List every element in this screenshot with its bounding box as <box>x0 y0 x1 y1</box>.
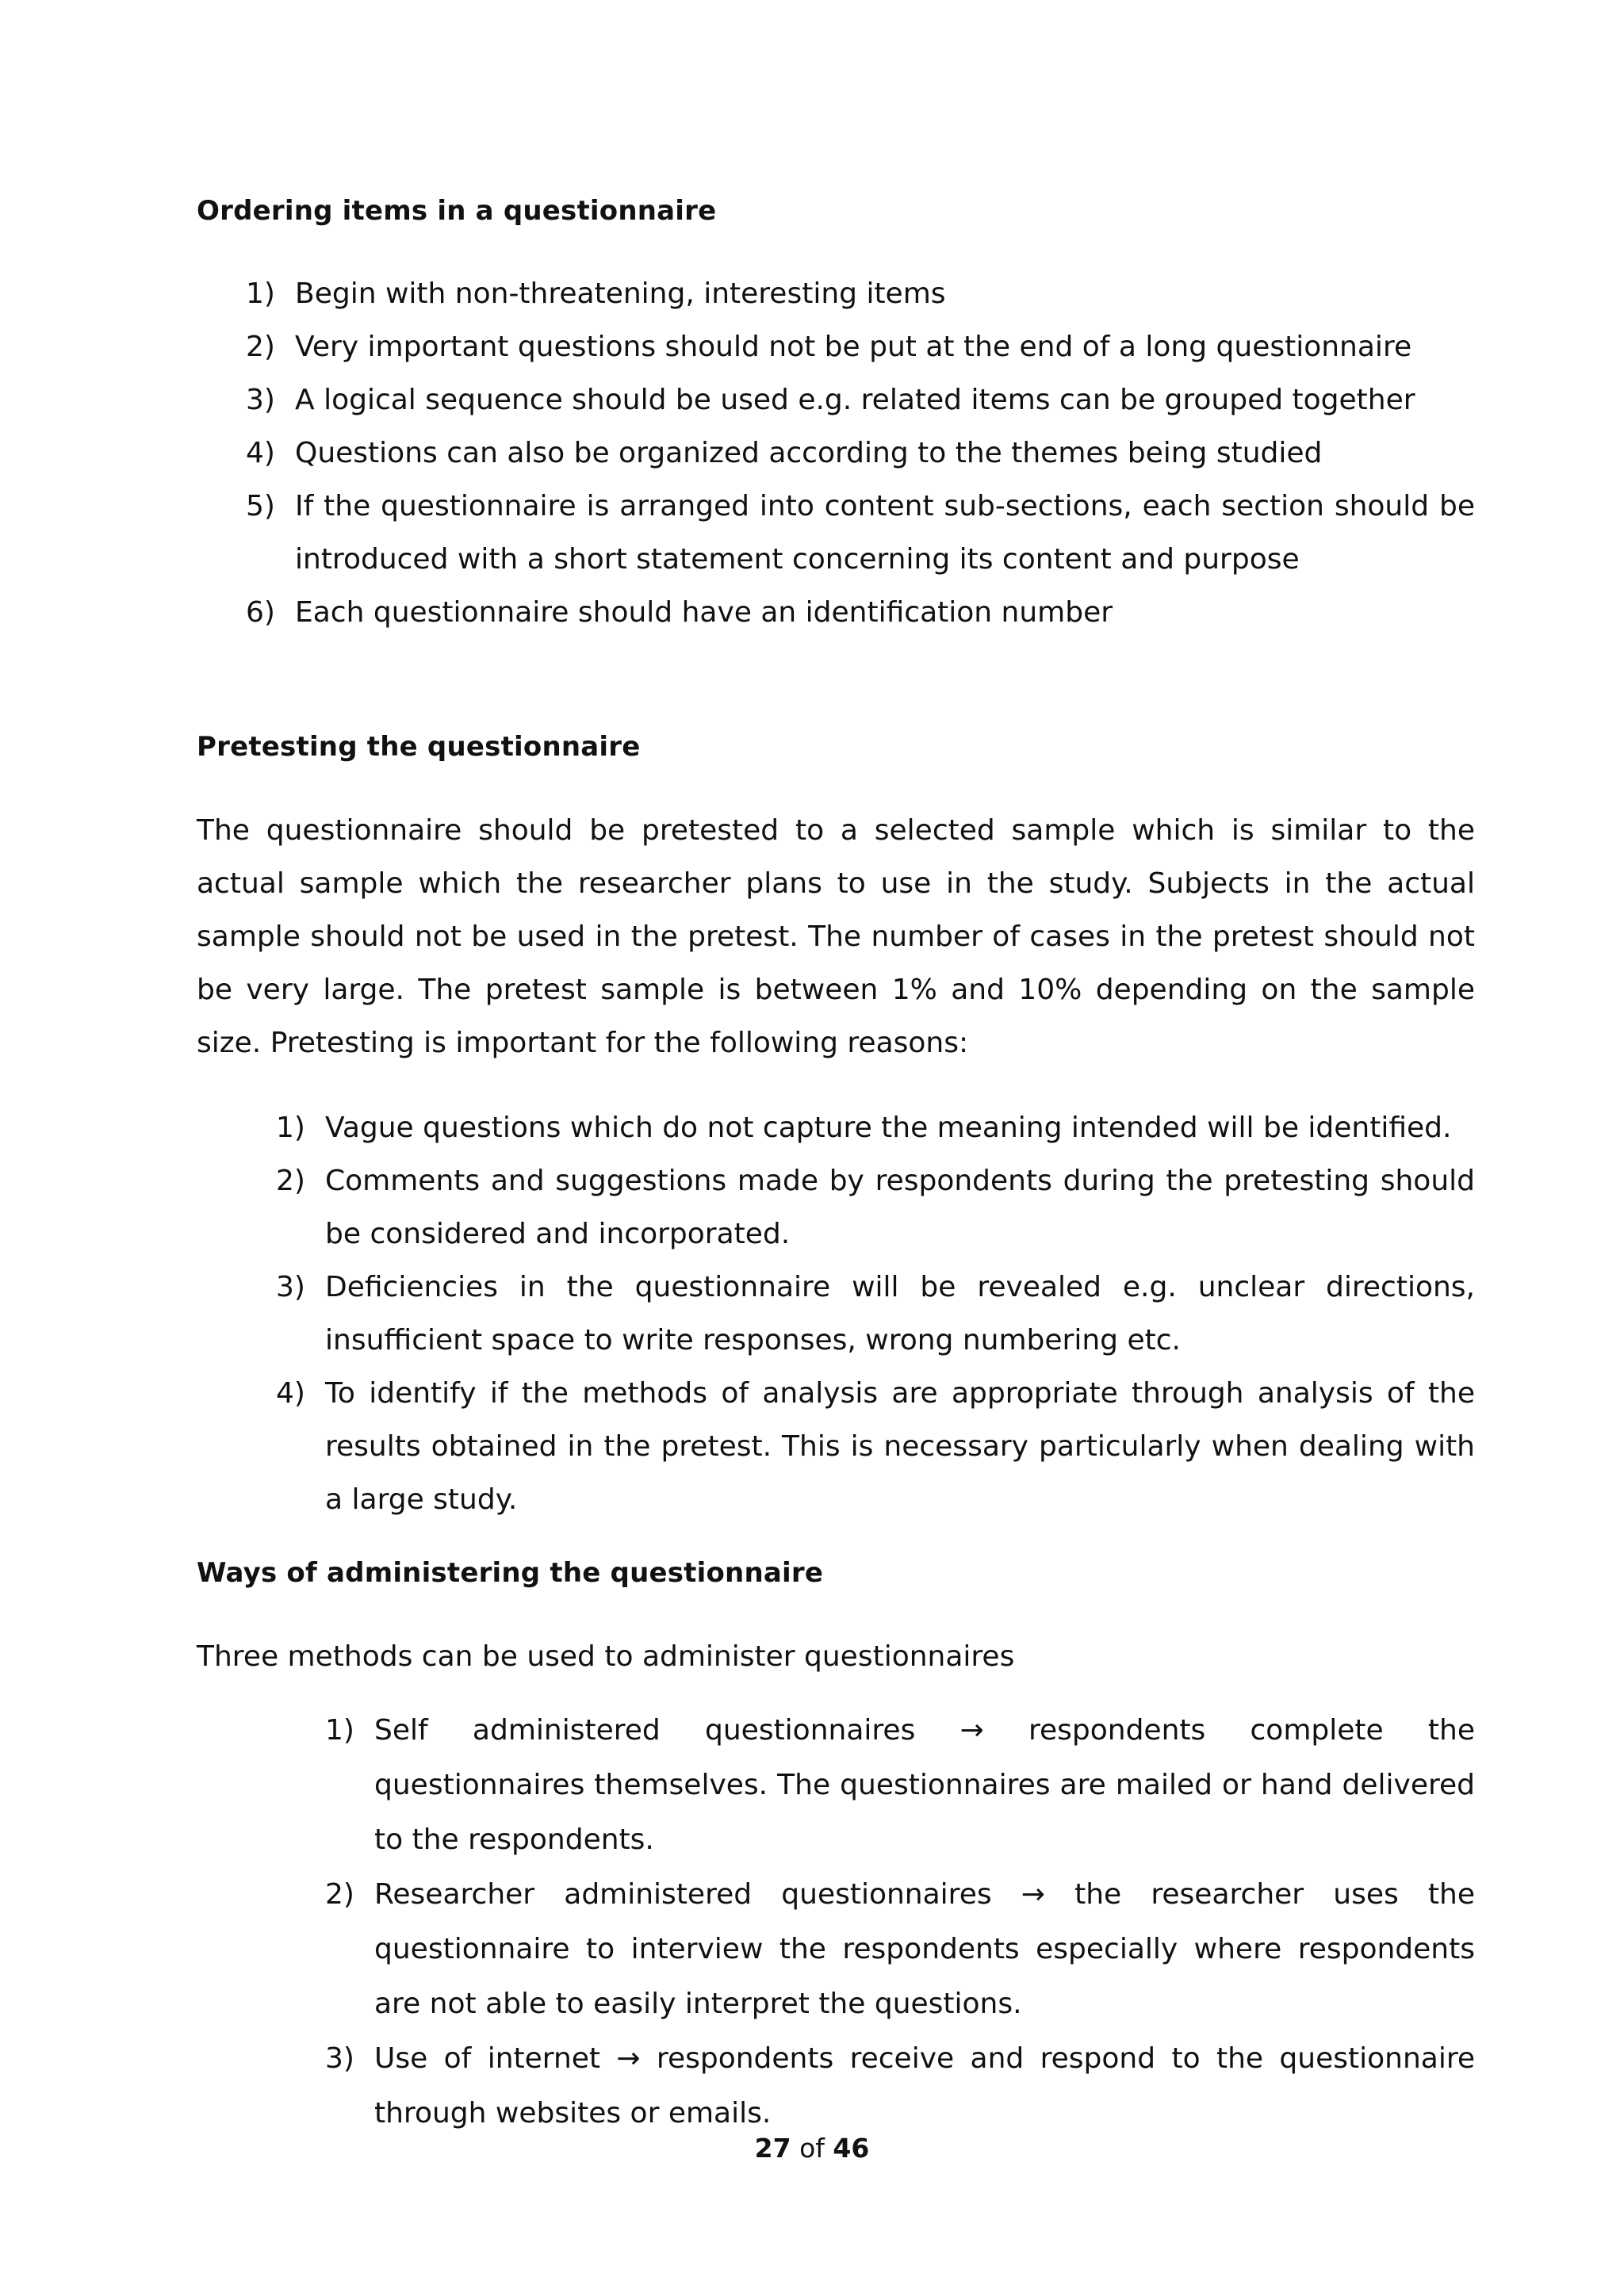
list-item <box>246 267 1475 320</box>
list-item <box>276 1101 1475 1154</box>
list-item-number: 3) <box>246 384 275 416</box>
list-item-text: Vague questions which do not capture the meaning intended will be identified. <box>325 1112 1452 1144</box>
list-item-text: Very important questions should not be put at the end of a long questionnaire <box>295 331 1412 363</box>
list-item <box>276 1154 1475 1261</box>
pretesting-reasons-list <box>276 1101 1475 1526</box>
list-item-number: 1) <box>325 1714 354 1747</box>
administering-methods-list <box>325 1703 1475 2141</box>
list-item-text: Researcher administered questionnaires → the researcher uses the questionnaire to interview the respondents especially where respondents are not able to easily interpret the questions. <box>374 1878 1475 2020</box>
list-item-text: Questions can also be organized according to the themes being studied <box>295 437 1323 469</box>
page-number-footer <box>0 2133 1624 2164</box>
list-item-text: Each questionnaire should have an identification number <box>295 596 1113 629</box>
current-page-number: 27 <box>754 2133 791 2164</box>
ordering-items-list <box>246 267 1475 639</box>
list-item-text: A logical sequence should be used e.g. related items can be grouped together <box>295 384 1415 416</box>
list-item-number: 2) <box>246 331 275 363</box>
list-item-text: If the questionnaire is arranged into content sub-sections, each section should be introduced with a short statement concerning its content and purpose <box>295 490 1475 576</box>
list-item-text: Use of internet → respondents receive and respond to the questionnaire through websites or emails. <box>374 2042 1475 2130</box>
list-item-number: 2) <box>276 1165 305 1197</box>
list-item-text: To identify if the methods of analysis are appropriate through analysis of the results obtained in the pretest. This is necessary particularly when dealing with a large study. <box>325 1377 1475 1516</box>
list-item-number: 3) <box>276 1271 305 1303</box>
section-heading-administering: Ways of administering the questionnaire <box>197 1557 824 1589</box>
list-item <box>246 586 1475 639</box>
page-of-label: of <box>799 2133 825 2164</box>
list-item-number: 3) <box>325 2042 354 2075</box>
list-item <box>325 2031 1475 2141</box>
list-item <box>246 480 1475 586</box>
list-item-number: 5) <box>246 490 275 522</box>
list-item <box>246 320 1475 373</box>
pretesting-paragraph: The questionnaire should be pretested to a selected sample which is similar to the actual sample which the researcher plans to use in the study. Subjects in the actual sample should not be used in the pretest. The number of cases in the pretest should not be very large. The pretest sample is between 1% and 10% depending on the sample size. Pretesting is important for the following reasons: <box>197 814 1475 1059</box>
section-heading-ordering-items: Ordering items in a questionnaire <box>197 195 717 227</box>
section-heading-pretesting: Pretesting the questionnaire <box>197 731 641 763</box>
list-item-number: 4) <box>276 1377 305 1410</box>
list-item-text: Deficiencies in the questionnaire will be revealed e.g. unclear directions, insufficient space to write responses, wrong numbering etc. <box>325 1271 1475 1357</box>
administering-intro: Three methods can be used to administer questionnaires <box>197 1640 1015 1673</box>
list-item-text: Self administered questionnaires → respondents complete the questionnaires themselves. The questionnaires are mailed or hand delivered to the respondents. <box>374 1714 1475 1856</box>
list-item-text: Begin with non-threatening, interesting items <box>295 277 946 310</box>
list-item-text: Comments and suggestions made by respondents during the pretesting should be considered and incorporated. <box>325 1165 1475 1250</box>
list-item <box>325 1703 1475 1867</box>
list-item <box>246 373 1475 427</box>
list-item <box>325 1867 1475 2031</box>
list-item-number: 2) <box>325 1878 354 1911</box>
list-item <box>246 427 1475 480</box>
list-item-number: 4) <box>246 437 275 469</box>
list-item-number: 1) <box>246 277 275 310</box>
list-item <box>276 1261 1475 1367</box>
list-item-number: 6) <box>246 596 275 629</box>
list-item-number: 1) <box>276 1112 305 1144</box>
total-pages-number: 46 <box>833 2133 870 2164</box>
list-item <box>276 1367 1475 1526</box>
